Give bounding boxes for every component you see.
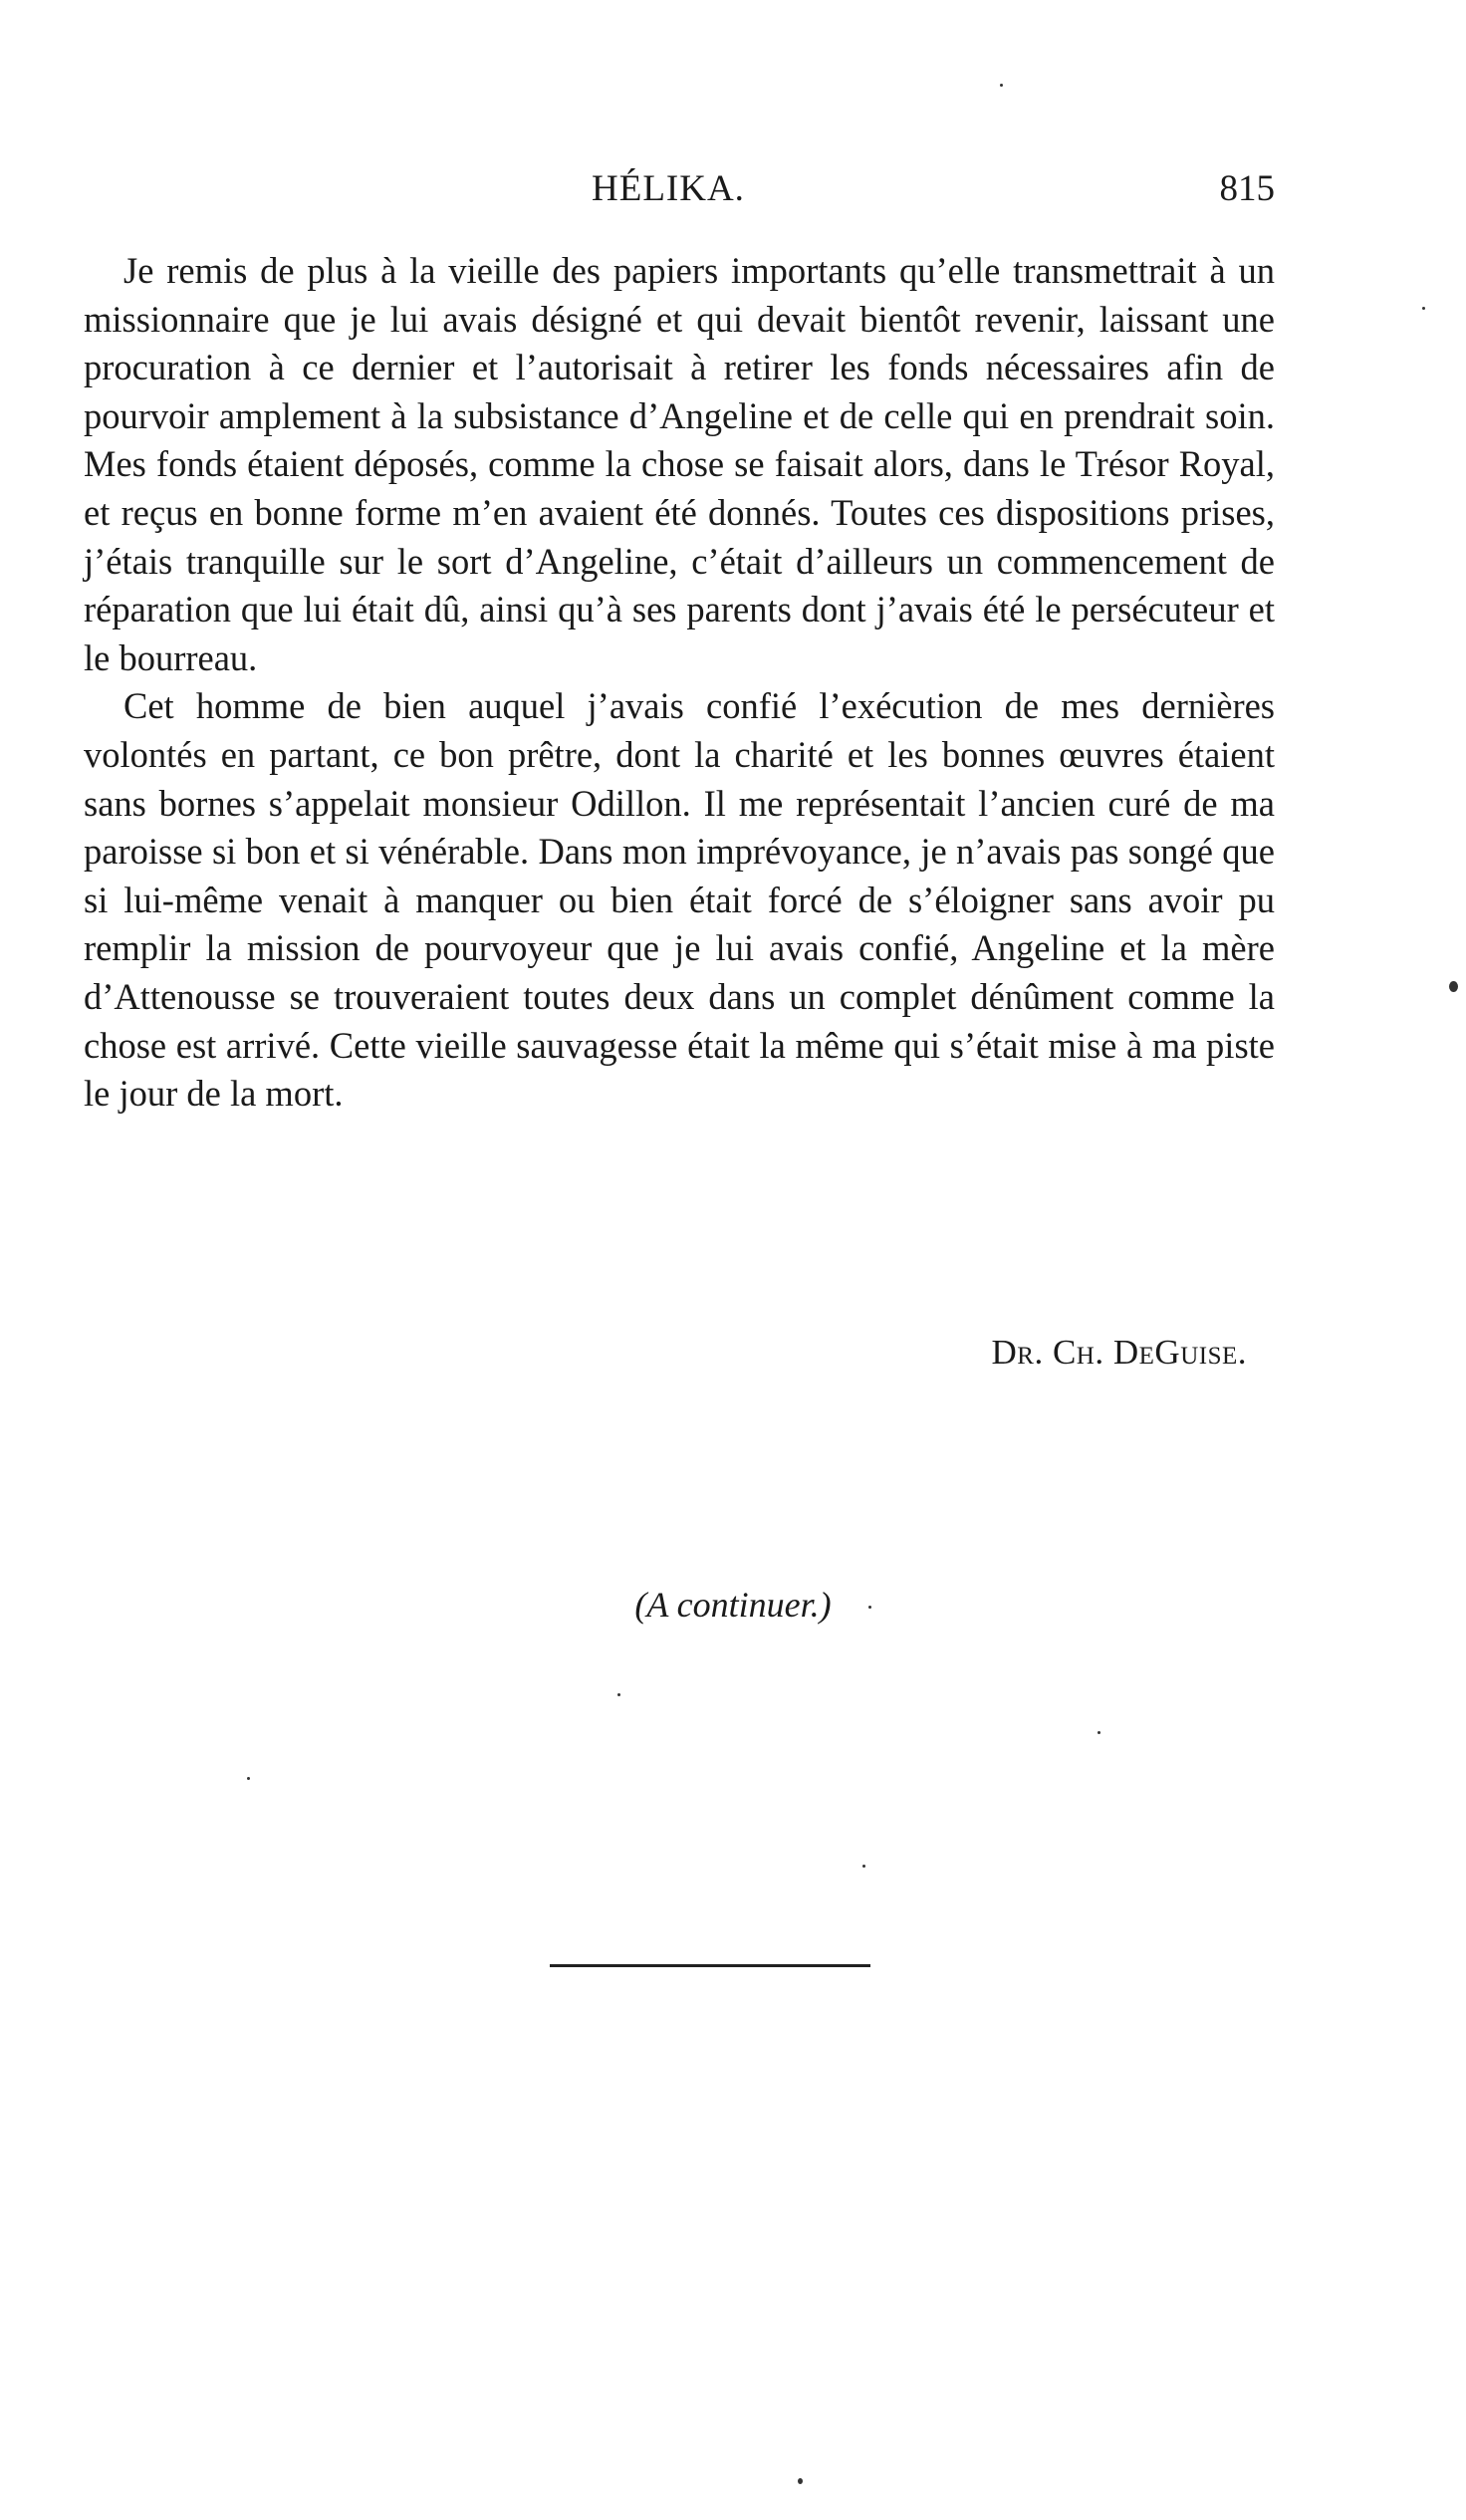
running-title: HÉLIKA. (592, 168, 745, 209)
page-number: 815 (1219, 168, 1275, 209)
ink-speck (1449, 981, 1458, 992)
body-text (84, 247, 1275, 1119)
ink-speck (1000, 84, 1003, 87)
end-rule (550, 1964, 870, 1967)
running-head (84, 167, 1275, 217)
ink-speck (862, 1865, 865, 1868)
ink-speck (247, 1777, 250, 1780)
paragraph: Cet homme de bien auquel j’avais confié l’exécution de mes dernières volontés en partant, ce bon prêtre, dont la charité et les bonnes œuvres étaient sans bornes s’appelait monsieur Odillon. Il me représentait l’ancien curé de ma paroisse si bon et si vénérable. Dans mon imprévoyance, je n’avais pas songé que si lui-même venait à manquer ou bien était forcé de s’éloigner sans avoir pu remplir la mission de pourvoyeur que je lui avais confié, Angeline et la mère d’Attenousse se trouveraient toutes deux dans un complet dénûment comme la chose est arrivé. Cette vieille sauvagesse était la même qui s’était mise à ma piste le jour de la mort. (84, 685, 1275, 1115)
author-signature: Dr. Ch. DeGuise. (991, 1333, 1247, 1372)
continuation-note: (A continuer.) (634, 1585, 832, 1625)
ink-speck (617, 1693, 620, 1696)
ink-speck (1422, 307, 1425, 310)
ink-speck (1098, 1731, 1100, 1734)
paragraph: Je remis de plus à la vieille des papiers importants qu’elle transmettrait à un missionnaire que je lui avais désigné et qui devait bientôt revenir, laissant une procuration à ce dernier et l’autorisait à retirer les fonds nécessaires afin de pourvoir amplement à la subsistance d’Angeline et de celle qui en prendrait soin. Mes fonds étaient déposés, comme la chose se faisait alors, dans le Trésor Royal, et reçus en bonne forme m’en avaient été donnés. Toutes ces dispositions prises, j’étais tranquille sur le sort d’Angeline, c’était d’ailleurs un commencement de réparation que lui était dû, ainsi qu’à ses parents dont j’avais été le persécuteur et le bourreau. (84, 250, 1275, 678)
ink-speck (798, 2478, 803, 2484)
ink-speck (868, 1606, 871, 1609)
